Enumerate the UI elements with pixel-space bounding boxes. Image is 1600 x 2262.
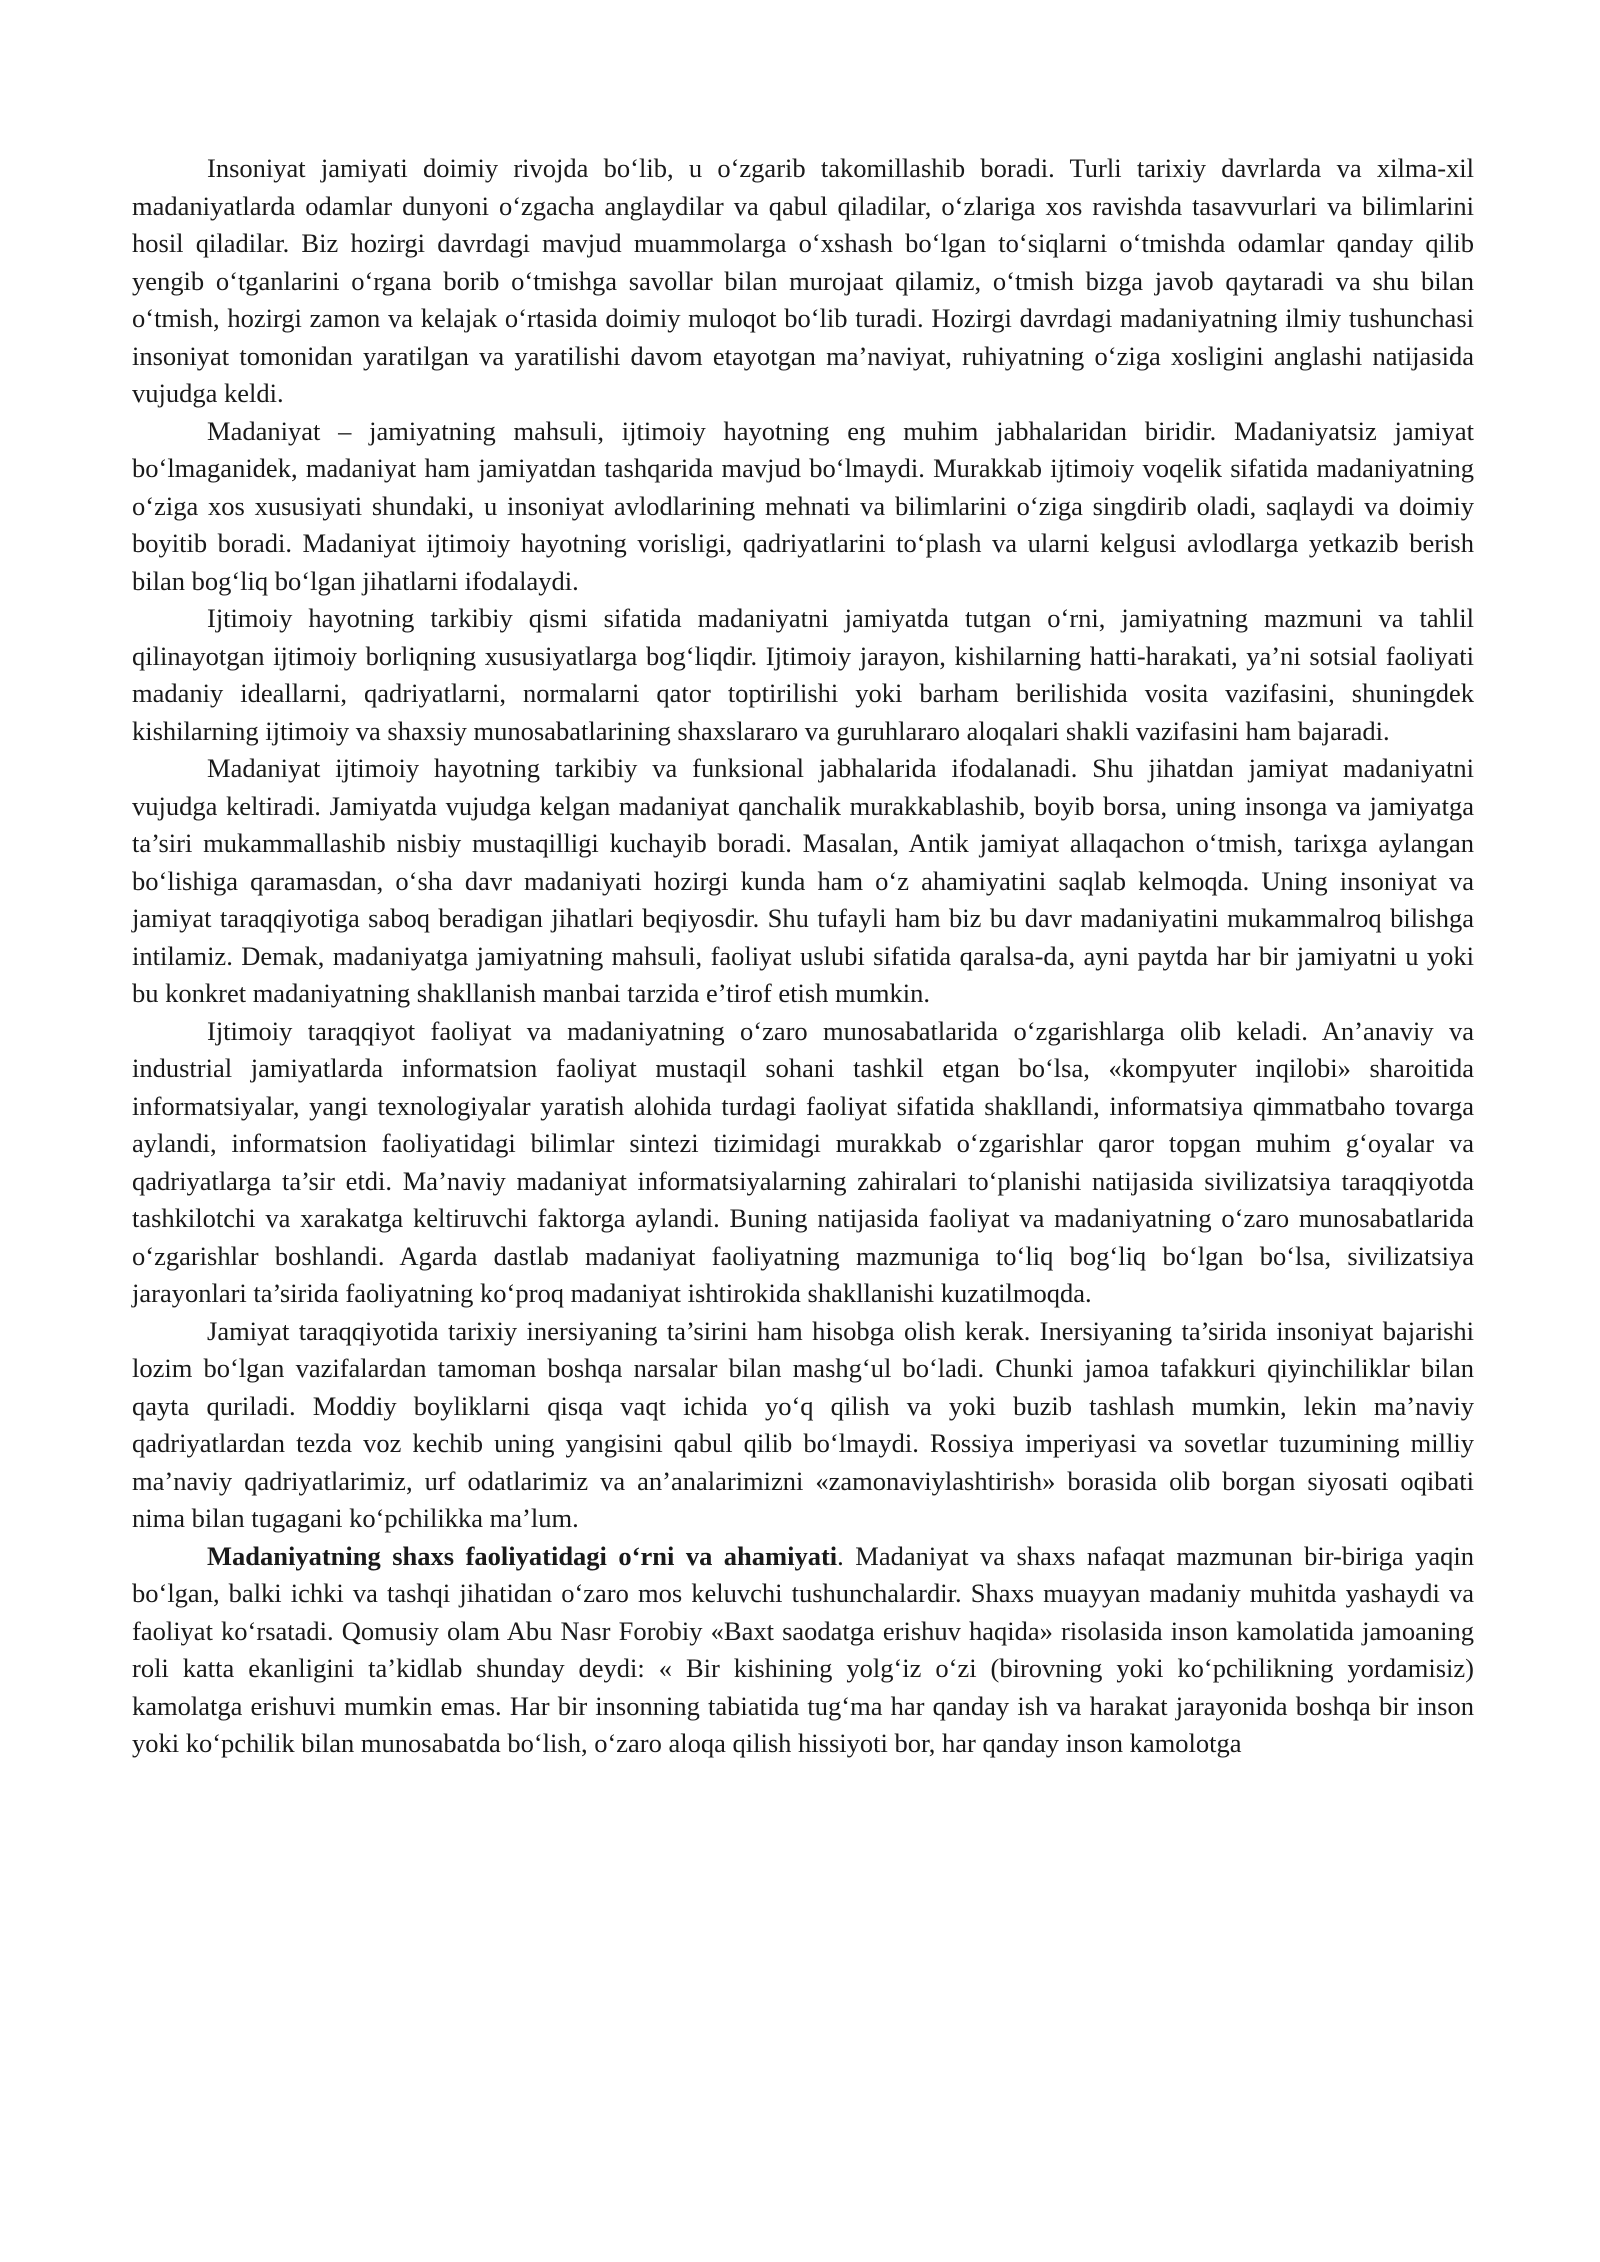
- body-paragraph-2: Madaniyat – jamiyatning mahsuli, ijtimoiy hayotning eng muhim jabhalaridan biridir. Madaniyatsiz jamiyat bo‘lmaganidek, madaniyat ham jamiyatdan tashqarida mavjud bo‘lmaydi. Murakkab ijtimoiy voqelik sifatida madaniyatning o‘ziga xos xususiyati shundaki, u insoniyat avlodlarining mehnati va bilimlarini o‘ziga singdirib oladi, saqlaydi va doimiy boyitib boradi. Madaniyat ijtimoiy hayotning vorisligi, qadriyatlarini to‘plash va ularni kelgusi avlodlarga yetkazib berish bilan bog‘liq bo‘lgan jihatlarni ifodalaydi.: [132, 415, 1474, 596]
- document-page: [132, 150, 1474, 1763]
- body-paragraph-7-text: . Madaniyat va shaxs nafaqat mazmunan bir-biriga yaqin bo‘lgan, balki ichki va tashqi jihatidan o‘zaro mos keluvchi tushunchalardir. Shaxs muayyan madaniy muhitda yashaydi va faoliyat ko‘rsatadi. Qomusiy olam Abu Nasr Forobiy «Baxt saodatga erishuv haqida» risolasida inson kamolatida jamoaning roli katta ekanligini ta’kidlab shunday deydi: « Bir kishining yolg‘iz o‘zi (birovning yoki ko‘pchilikning yordamisiz) kamolatga erishuvi mumkin emas. Har bir insonning tabiatida tug‘ma har qanday ish va harakat jarayonida boshqa bir inson yoki ko‘pchilik bilan munosabatda bo‘lish, o‘zaro aloqa qilish hissiyoti bor, har qanday inson kamolotga: [132, 1540, 1475, 1758]
- body-paragraph-1: Insoniyat jamiyati doimiy rivojda bo‘lib, u o‘zgarib takomillashib boradi. Turli tarixiy davrlarda va xilma-xil madaniyatlarda odamlar dunyoni o‘zgacha anglaydilar va qabul qiladilar, o‘zlariga xos ravishda tasavvurlari va bilimlarini hosil qiladilar. Biz hozirgi davrdagi mavjud muammolarga o‘xshash bo‘lgan to‘siqlarni o‘tmishda odamlar qanday qilib yengib o‘tganlarini o‘rgana borib o‘tmishga savollar bilan murojaat qilamiz, o‘tmish bizga javob qaytaradi va shu bilan o‘tmish, hozirgi zamon va kelajak o‘rtasida doimiy muloqot bo‘lib turadi. Hozirgi davrdagi madaniyatning ilmiy tushunchasi insoniyat tomonidan yaratilgan va yaratilishi davom etayotgan ma’naviyat, ruhiyatning o‘ziga xosligini anglashi natijasida vujudga keldi.: [132, 153, 1474, 408]
- body-paragraph-5: Ijtimoiy taraqqiyot faoliyat va madaniyatning o‘zaro munosabatlarida o‘zgarishlarga olib keladi. An’anaviy va industrial jamiyatlarda informatsion faoliyat mustaqil sohani tashkil etgan bo‘lsa, «kompyuter inqilobi» sharoitida informatsiyalar, yangi texnologiyalar yaratish alohida turdagi faoliyat sifatida shakllandi, informatsiya qimmatbaho tovarga aylandi, informatsion faoliyatidagi bilimlar sintezi tizimidagi murakkab o‘zgarishlar qaror topgan muhim g‘oyalar va qadriyatlarga ta’sir etdi. Ma’naviy madaniyat informatsiyalarning zahiralari to‘planishi natijasida sivilizatsiya taraqqiyotda tashkilotchi va xarakatga keltiruvchi faktorga aylandi. Buning natijasida faoliyat va madaniyatning o‘zaro munosabatlarida o‘zgarishlar boshlandi. Agarda dastlab madaniyat faoliyatning mazmuniga to‘liq bog‘liq bo‘lgan bo‘lsa, sivilizatsiya jarayonlari ta’sirida faoliyatning ko‘proq madaniyat ishtirokida shakllanishi kuzatilmoqda.: [132, 1015, 1474, 1308]
- body-paragraph-4: Madaniyat ijtimoiy hayotning tarkibiy va funksional jabhalarida ifodalanadi. Shu jihatdan jamiyat madaniyatni vujudga keltiradi. Jamiyatda vujudga kelgan madaniyat qanchalik murakkablashib, boyib borsa, uning insonga va jamiyatga ta’siri mukammallashib nisbiy mustaqilligi kuchayib boradi. Masalan, Antik jamiyat allaqachon o‘tmish, tarixga aylangan bo‘lishiga qaramasdan, o‘sha davr madaniyati hozirgi kunda ham o‘z ahamiyatini saqlab kelmoqda. Uning insoniyat va jamiyat taraqqiyotiga saboq beradigan jihatlari beqiyosdir. Shu tufayli ham biz bu davr madaniyatini mukammalroq bilishga intilamiz. Demak, madaniyatga jamiyatning mahsuli, faoliyat uslubi sifatida qaralsa-da, ayni paytda har bir jamiyatni u yoki bu konkret madaniyatning shakllanish manbai tarzida e’tirof etish mumkin.: [132, 753, 1474, 1008]
- body-paragraph-7: [132, 1538, 1474, 1763]
- body-paragraph-3: Ijtimoiy hayotning tarkibiy qismi sifatida madaniyatni jamiyatda tutgan o‘rni, jamiyatning mazmuni va tahlil qilinayotgan ijtimoiy borliqning xususiyatlarga bog‘liqdir. Ijtimoiy jarayon, kishilarning hatti-harakati, ya’ni sotsial faoliyati madaniy ideallarni, qadriyatlarni, normalarni qator toptirilishi yoki barham berilishida vosita vazifasini, shuningdek kishilarning ijtimoiy va shaxsiy munosabatlarining shaxslararo va guruhlararo aloqalari shakli vazifasini ham bajaradi.: [132, 603, 1474, 746]
- section-heading-inline: Madaniyatning shaxs faoliyatidagi o‘rni va ahamiyati: [207, 1540, 838, 1571]
- body-paragraph-6: Jamiyat taraqqiyotida tarixiy inersiyaning ta’sirini ham hisobga olish kerak. Inersiyaning ta’sirida insoniyat bajarishi lozim bo‘lgan vazifalardan tamoman boshqa narsalar bilan mashg‘ul bo‘ladi. Chunki jamoa tafakkuri qiyinchiliklar bilan qayta quriladi. Moddiy boyliklarni qisqa vaqt ichida yo‘q qilish va yoki buzib tashlash mumkin, lekin ma’naviy qadriyatlardan tezda voz kechib uning yangisini qabul qilib bo‘lmaydi. Rossiya imperiyasi va sovetlar tuzumining milliy ma’naviy qadriyatlarimiz, urf odatlarimiz va an’analarimizni «zamonaviylashtirish» borasida olib borgan siyosati oqibati nima bilan tugagani ko‘pchilikka ma’lum.: [132, 1315, 1474, 1533]
